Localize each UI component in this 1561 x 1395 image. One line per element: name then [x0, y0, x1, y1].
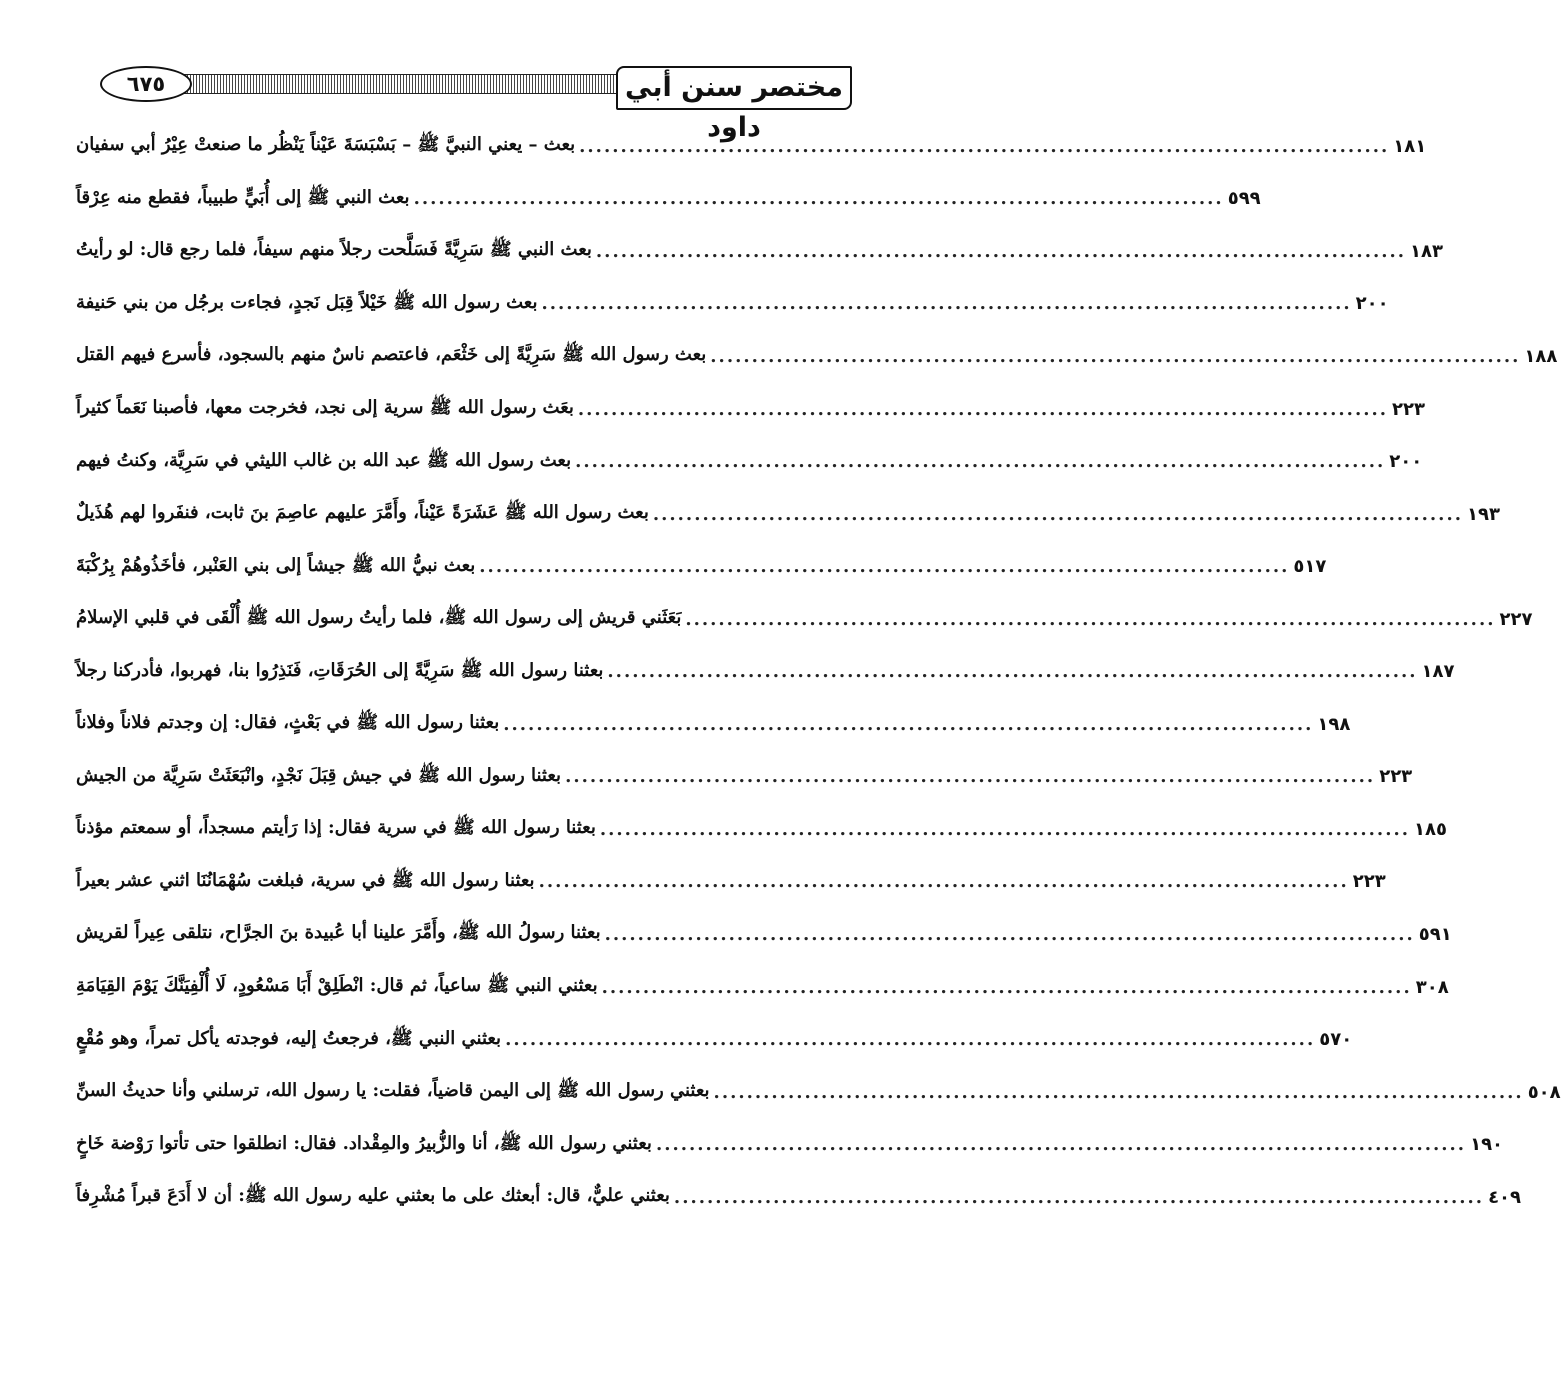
- index-entry: [76, 330, 1558, 383]
- entry-page: ١٨٨: [1524, 345, 1558, 367]
- entry-text: بعثنا رسول الله ﷺ في سرية فقال: إذا رَأيتم مسجداً، أو سمعتم مؤذناً: [76, 817, 596, 839]
- entry-page: ١٨٥: [1414, 818, 1447, 840]
- leader-dots: ..................................................................................................: [579, 135, 1390, 157]
- entry-text: بعث رسول الله ﷺ خَيْلاً قِبَل نَجدٍ، فجاءت برجُل من بني حَنيفة: [76, 291, 538, 313]
- entry-text: بعثني عليٌّ، قال: أبعثك على ما بعثني عليه رسول الله ﷺ: أن لا أَدَعَ قبراً مُشْرِفاً: [76, 1185, 670, 1207]
- entry-page: ٢٠٠: [1389, 451, 1423, 473]
- leader-dots: ..................................................................................................: [479, 556, 1290, 578]
- entry-text: بعثنا رسولُ الله ﷺ، وأَمَّرَ علينا أبا عُبيدة بنَ الجرَّاح، نتلقى عِيراً لقريش: [76, 922, 601, 944]
- entry-text: بعث النبي ﷺ إلى أُبَيٍّ طبيباً، فقطع منه عِرْقاً: [76, 186, 410, 208]
- index-entry: [76, 1066, 1561, 1119]
- leader-dots: ..................................................................................................: [538, 871, 1349, 893]
- index-entry: [76, 803, 1447, 856]
- index-entry: [76, 1118, 1504, 1171]
- entry-text: بعث – يعني النبيَّ ﷺ – بَسْبَسَةَ عَيْناً يَنْظُر ما صنعتْ عِيْرُ أبي سفيان: [76, 134, 576, 156]
- entry-text: بعثنا رسول الله ﷺ في بَعْثٍ، فقال: إن وجدتم فلاناً وفلاناً: [76, 712, 500, 734]
- index-list: [76, 120, 1561, 1223]
- book-title: مختصر سنن أبي داود: [616, 66, 852, 110]
- leader-dots: ..................................................................................................: [413, 188, 1224, 210]
- entry-text: بعثنا رسول الله ﷺ في جيش قِبَلَ نَجْدٍ، وانْبَعَثَتْ سَرِيَّة من الجيش: [76, 764, 562, 786]
- index-entry: [76, 225, 1444, 278]
- entry-page: ٢٢٣: [1379, 766, 1413, 788]
- leader-dots: ..................................................................................................: [652, 503, 1463, 525]
- leader-dots: ..................................................................................................: [713, 1081, 1524, 1103]
- index-entry: [76, 698, 1351, 751]
- leader-dots: ..................................................................................................: [604, 923, 1415, 945]
- leader-dots: ..................................................................................................: [595, 240, 1407, 262]
- entry-page: ١٩٠: [1470, 1134, 1504, 1156]
- index-entry: [76, 645, 1455, 698]
- leader-dots: ..................................................................................................: [575, 451, 1386, 473]
- entry-page: ٥٩٩: [1227, 188, 1261, 210]
- leader-dots: ..................................................................................................: [673, 1186, 1485, 1208]
- entry-text: بعث رسول الله ﷺ عَشَرَةً عَيْناً، وأَمَّرَ عليهم عاصِمَ بنَ ثابت، فنفَروا لهم هُذَيلٌ: [76, 502, 649, 524]
- entry-page: ٢٢٧: [1499, 608, 1533, 630]
- entry-text: بعثنا رسول الله ﷺ سَرِيَّةً إلى الحُرَقَاتِ، فَنَذِرُوا بنا، فهربوا، فأدركنا رجلاً: [76, 659, 604, 681]
- entry-page: ٥٩١: [1418, 923, 1452, 945]
- index-entry: [76, 540, 1327, 593]
- entry-text: بعثنا رسول الله ﷺ في سرية، فبلغت سُهْمَانُنَا اثني عشر بعيراً: [76, 869, 535, 891]
- entry-page: ١٩٨: [1317, 713, 1351, 735]
- entry-text: بعث نبيُّ الله ﷺ جيشاً إلى بني العَنْبر، فأخَذُوهُمْ بِرُكْبَةَ: [76, 554, 476, 576]
- entry-page: ٥١٧: [1293, 556, 1327, 578]
- index-entry: [76, 173, 1261, 226]
- entry-page: ١٨١: [1393, 135, 1427, 157]
- entry-text: بعث رسول الله ﷺ عبد الله بن غالب الليثي في سَرِيَّة، وكنتُ فيهم: [76, 449, 572, 471]
- entry-page: ١٩٣: [1467, 503, 1500, 525]
- index-entry: [76, 856, 1386, 909]
- entry-page: ١٨٧: [1421, 661, 1455, 683]
- entry-text: بعثني رسول الله ﷺ إلى اليمن قاضياً، فقلت: يا رسول الله، ترسلني وأنا حديثُ السنِّ: [76, 1080, 710, 1102]
- index-entry: [76, 1013, 1353, 1066]
- entry-page: ٥٠٨: [1527, 1081, 1561, 1103]
- entry-page: ٢٠٠: [1355, 293, 1389, 315]
- entry-page: ٣٠٨: [1415, 976, 1449, 998]
- index-entry: [76, 751, 1413, 804]
- leader-dots: ..................................................................................................: [685, 608, 1496, 630]
- leader-dots: ..................................................................................................: [505, 1029, 1316, 1051]
- index-entry: [76, 593, 1533, 646]
- entry-text: بعَث رسول الله ﷺ سرية إلى نجد، فخرجت معها، فأصبنا نَعَماً كثيراً: [76, 397, 574, 418]
- leader-dots: ..................................................................................................: [541, 293, 1352, 315]
- index-entry: [76, 961, 1449, 1014]
- page-number: ٦٧٥: [100, 66, 192, 102]
- entry-page: ٢٢٣: [1392, 398, 1425, 420]
- entry-text: بعثني النبي ﷺ ساعياً، ثم قال: انْطَلِقْ أَبَا مَسْعُودٍ، لَا أُلْفِيَنَّكَ يَوْمَ القِيَامَةِ: [76, 975, 598, 997]
- index-entry: [76, 383, 1425, 436]
- entry-text: بَعَثَني قريش إلى رسول الله ﷺ، فلما رأيتُ رسول الله ﷺ أُلْقَى في قلبي الإسلامُ: [76, 607, 682, 629]
- leader-dots: ..................................................................................................: [601, 976, 1412, 998]
- entry-text: بعثني رسول الله ﷺ، أنا والزُّبيرُ والمِقْداد. فقال: انطلقوا حتى تأتوا رَوْضة خَاخٍ: [76, 1132, 652, 1154]
- entry-page: ٢٢٣: [1352, 871, 1386, 893]
- leader-dots: ..................................................................................................: [655, 1134, 1467, 1156]
- leader-dots: ..................................................................................................: [710, 345, 1521, 367]
- leader-dots: ..................................................................................................: [599, 818, 1411, 840]
- index-entry: [76, 120, 1427, 173]
- leader-dots: ..................................................................................................: [503, 713, 1314, 735]
- index-entry: [76, 278, 1389, 331]
- leader-dots: ..................................................................................................: [607, 661, 1418, 683]
- leader-dots: ..................................................................................................: [577, 398, 1389, 420]
- index-entry: [76, 1171, 1522, 1224]
- entry-text: بعث رسول الله ﷺ سَرِيَّةً إلى خَثْعَم، فاعتصم ناسٌ منهم بالسجود، فأسرع فيهم القتل: [76, 344, 707, 366]
- entry-page: ٤٠٩: [1488, 1186, 1522, 1208]
- page-header: [72, 66, 852, 143]
- entry-text: بعثني النبي ﷺ، فرجعتُ إليه، فوجدته يأكل تمراً، وهو مُقْعٍ: [76, 1027, 502, 1049]
- index-entry: [76, 908, 1452, 961]
- leader-dots: ..................................................................................................: [565, 766, 1376, 788]
- entry-page: ٥٧٠: [1319, 1029, 1353, 1051]
- entry-text: بعث النبي ﷺ سَرِيَّةً فَسَلَّحت رجلاً منهم سيفاً، فلما رجع قال: لو رأيتُ: [76, 239, 592, 261]
- header-rule: [142, 74, 672, 94]
- entry-page: ١٨٣: [1410, 240, 1444, 262]
- index-entry: [76, 435, 1423, 488]
- index-entry: [76, 488, 1500, 541]
